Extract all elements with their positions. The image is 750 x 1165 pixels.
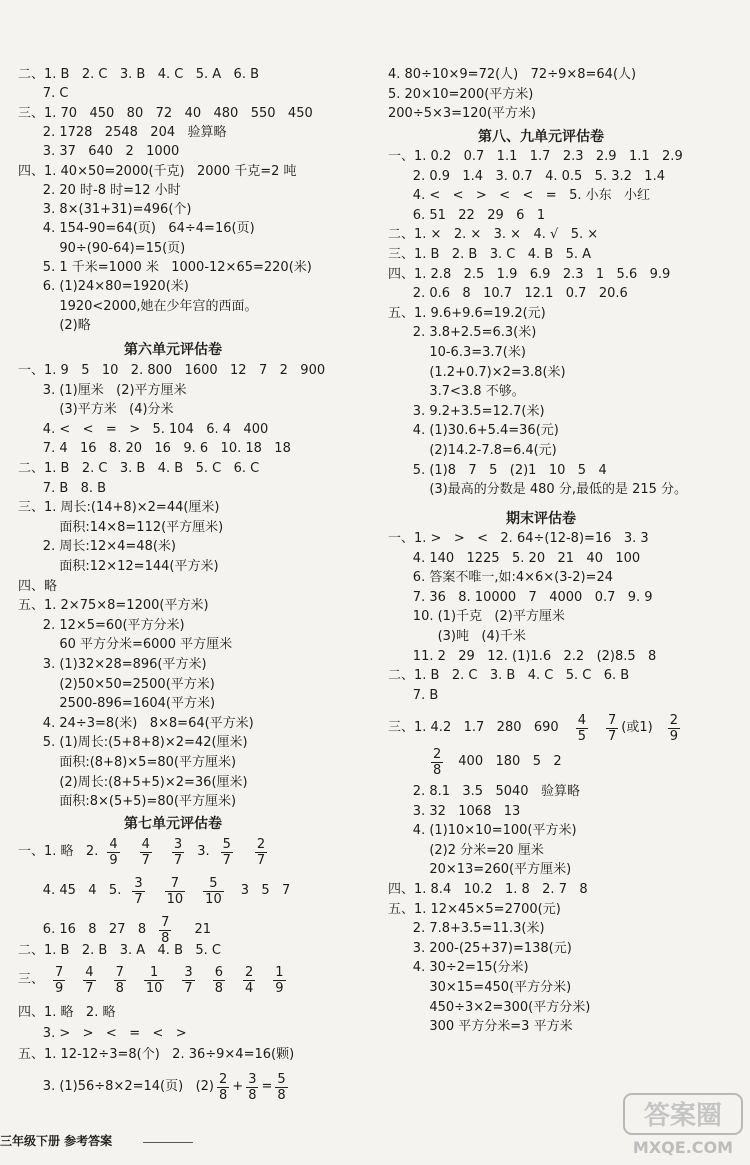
unit5-line: 1920<2000,她在少年宫的西面。: [18, 298, 258, 314]
unit5-line: 4. 154-90=64(页) 64÷4=16(页): [18, 221, 255, 237]
unit6-line: 面积:8×(5+5)=80(平方厘米): [18, 794, 237, 810]
unit7-row5: 三、 7 9 4 7 7 8 1 10 3 7 6 8 2 4 1 9: [18, 964, 284, 996]
heading-unit8-9: 第八、九单元评估卷: [478, 129, 604, 145]
unit8-9-line: 10-6.3=3.7(米): [388, 345, 526, 360]
unit5-line: 二、1. B 2. C 3. B 4. C 5. A 6. B: [18, 67, 260, 82]
final-line: 7. 36 8. 10000 7 4000 0.7 9. 9: [388, 589, 653, 605]
final-line: (3)吨 (4)千米: [388, 629, 526, 644]
unit8-9-line: 四、1. 2.8 2.5 1.9 6.9 2.3 1 5.6 9.9: [388, 266, 671, 282]
fraction: $\frac{5}{8}$: [277, 1071, 286, 1103]
unit8-9-line: 6. 51 22 29 6 1: [388, 207, 546, 223]
final-b-line: 2. 8.1 3.5 5040 验算略: [388, 784, 580, 799]
unit6-line: 60 平方分米=6000 平方厘米: [18, 637, 233, 653]
unit7-row3: 6. 16 8 27 8 7 8 21: [18, 914, 211, 946]
final-b-line: 3. 200-(25+37)=138(元): [388, 940, 572, 956]
unit8-9-line: (3)最高的分数是 480 分,最低的是 215 分。: [388, 482, 688, 498]
final-b-line: 3. 32 1068 13: [388, 803, 521, 819]
unit5-line: 四、1. 40×50=2000(千克) 2000 千克=2 吨: [18, 163, 297, 179]
unit5-line: 3. 8×(31+31)=496(个): [18, 202, 192, 218]
final-b-line: 4. (1)10×10=100(平方米): [388, 823, 577, 839]
fraction: 7 8: [115, 964, 124, 996]
continued-line: 4. 80÷10×9=72(人) 72÷9×8=64(人): [388, 67, 637, 82]
fraction: 7 7: [607, 712, 617, 744]
unit8-9-line: 5. (1)8 7 5 (2)1 10 5 4: [388, 462, 607, 478]
unit6-line: 5. (1)周长:(5+8+8)×2=42(厘米): [18, 735, 248, 751]
fraction: 5 7: [222, 836, 231, 868]
unit6-line: 二、1. B 2. C 3. B 4. B 5. C 6. C: [18, 461, 260, 476]
heading-unit7: 第七单元评估卷: [124, 816, 222, 832]
continued-line: 5. 20×10=200(平方米): [388, 86, 534, 102]
final-line: 二、1. B 2. C 3. B 4. C 5. C 6. B: [388, 668, 630, 684]
watermark-top: 答案圈: [643, 1101, 723, 1131]
watermark-bottom: MXQE.COM: [632, 1138, 734, 1157]
unit6-line: 四、略: [18, 578, 58, 594]
fraction: 6 8: [214, 964, 223, 996]
final-b-line: 30×15=450(平方分米): [388, 980, 572, 995]
unit6-line: 2500-896=1604(平方米): [18, 696, 216, 712]
final-b-line: 四、1. 8.4 10.2 1. 8 2. 7 8: [388, 882, 588, 897]
unit5-line: 3. 37 640 2 1000: [18, 144, 180, 160]
final-b-line: 450÷3×2=300(平方分米): [388, 999, 591, 1015]
unit6-line: 7. 4 16 8. 20 16 9. 6 10. 18 18: [18, 441, 291, 457]
unit6-line: (2)50×50=2500(平方米): [18, 676, 215, 692]
fraction: $\frac{3}{8}$: [248, 1071, 257, 1103]
unit7-line7: 3. > > < = < >: [18, 1026, 187, 1041]
fraction: 1 10: [145, 964, 163, 996]
unit6-line: 面积:14×8=112(平方厘米): [18, 519, 224, 535]
unit7-line4: 二、1. B 2. B 3. A 4. B 5. C: [18, 943, 221, 958]
unit6-line: 2. 12×5=60(平方分米): [18, 617, 185, 633]
fraction: 4 9: [109, 836, 118, 868]
final-b-line: 五、1. 12×45×5=2700(元): [388, 901, 561, 917]
unit6-line: 3. (1)32×28=896(平方米): [18, 657, 207, 672]
unit8-9-line: 2. 0.6 8 10.7 12.1 0.7 20.6: [388, 286, 628, 302]
final-line: 一、1. > > < 2. 64÷(12-8)=16 3. 3: [388, 531, 649, 546]
fraction: 1 9: [275, 964, 284, 996]
unit6-line: 7. B 8. B: [18, 480, 107, 496]
unit5-line: 2. 1728 2548 204 验算略: [18, 124, 227, 140]
unit6-line: 面积:12×12=144(平方米): [18, 559, 219, 574]
continued-line: 200÷5×3=120(平方米): [388, 106, 536, 121]
final-line: 7. B: [388, 687, 439, 703]
fraction: 4 5: [577, 712, 586, 744]
heading-unit6: 第六单元评估卷: [124, 342, 222, 358]
fraction: 7 8: [161, 914, 170, 946]
unit5-line: 三、1. 70 450 80 72 40 480 550 450: [18, 105, 313, 121]
final-line: 11. 2 29 12. (1)1.6 2.2 (2)8.5 8: [388, 648, 657, 664]
fraction: 2 8: [433, 746, 442, 778]
unit5-line: (2)略: [18, 317, 91, 333]
final-b-line: 4. 30÷2=15(分米): [388, 960, 529, 976]
unit6-line: 4. 24÷3=8(米) 8×8=64(平方米): [18, 715, 254, 731]
final-b-line: 300 平方分米=3 平方米: [388, 1019, 573, 1035]
final-line: 6. 答案不唯一,如:4×6×(3-2)=24: [388, 570, 613, 586]
final-b-line: 20×13=260(平方厘米): [388, 862, 572, 878]
unit7-row1: 一、1. 略 2. 4 9 4 7 3 7 3. 5 7 2 7: [18, 836, 266, 868]
unit5-line: 5. 1 千米=1000 米 1000-12×65=220(米): [18, 260, 312, 275]
unit8-9-line: 一、1. 0.2 0.7 1.1 1.7 2.3 2.9 1.1 2.9: [388, 149, 683, 164]
unit8-9-line: 3.7<3.8 不够。: [388, 384, 525, 400]
unit6-line: 4. < < = > 5. 104 6. 4 400: [18, 421, 269, 437]
unit5-line: 6. (1)24×80=1920(米): [18, 279, 189, 295]
fraction: 3 7: [134, 875, 143, 907]
unit6-line: 2. 周长:12×4=48(米): [18, 539, 176, 555]
fraction: 2 7: [256, 836, 266, 868]
unit8-9-line: 五、1. 9.6+9.6=19.2(元): [388, 305, 546, 321]
fraction: 3 7: [173, 836, 183, 868]
fraction: 7 10: [166, 875, 184, 907]
final-b-line: 2. 7.8+3.5=11.3(米): [388, 921, 545, 937]
unit8-9-line: 二、1. × 2. × 3. × 4. √ 5. ×: [388, 227, 599, 243]
unit7-line8: 五、1. 12-12÷3=8(个) 2. 36÷9×4=16(颗): [18, 1047, 295, 1062]
final-row3-1: 三、1. 4.2 1.7 280 690 4 5 7 7 (或1) 2 9: [388, 712, 678, 744]
final-line: 10. (1)千克 (2)平方厘米: [388, 609, 565, 625]
unit8-9-line: 4. < < > < < = 5. 小东 小红: [388, 188, 650, 204]
unit8-9-line: 2. 3.8+2.5=6.3(米): [388, 325, 537, 341]
unit8-9-line: 4. (1)30.6+5.4=36(元): [388, 423, 559, 439]
unit5-line: 7. C: [18, 86, 69, 102]
unit6-line: 一、1. 9 5 10 2. 800 1600 12 7 2 900: [18, 363, 326, 378]
unit6-line: 3. (1)厘米 (2)平方厘米: [18, 382, 187, 398]
unit6-line: (3)平方米 (4)分米: [18, 402, 174, 418]
unit6-line: (2)周长:(8+5+5)×2=36(厘米): [18, 774, 248, 790]
unit6-line: 三、1. 周长:(14+8)×2=44(厘米): [18, 500, 220, 516]
unit5-line: 2. 20 时-8 时=12 小时: [18, 182, 181, 198]
unit8-9-line: (2)14.2-7.8=6.4(元): [388, 443, 557, 458]
final-line: 4. 140 1225 5. 20 21 40 100: [388, 550, 641, 566]
unit7-row2: 4. 45 4 5. 3 7 7 10 5 10 3 5 7: [18, 875, 291, 907]
final-row3-1b: 2 8 400 180 5 2: [433, 746, 562, 778]
fraction: 5 10: [205, 875, 222, 907]
unit6-line: 五、1. 2×75×8=1200(平方米): [18, 598, 209, 614]
fraction: 7 9: [55, 964, 64, 996]
fraction: 3 7: [184, 964, 193, 996]
unit8-9-line: 三、1. B 2. B 3. C 4. B 5. A: [388, 247, 591, 262]
unit6-line: 面积:(8+8)×5=80(平方厘米): [18, 755, 237, 770]
unit8-9-line: 2. 0.9 1.4 3. 0.7 4. 0.5 5. 3.2 1.4: [388, 168, 665, 184]
fraction: 2 8: [219, 1071, 228, 1103]
footer-label: 三年级下册 参考答案: [0, 1134, 113, 1148]
final-b-line: (2)2 分米=20 厘米: [388, 842, 544, 858]
fraction: 4 7: [85, 964, 94, 996]
unit8-9-line: (1.2+0.7)×2=3.8(米): [388, 364, 566, 380]
fraction: 2 4: [244, 964, 254, 996]
unit5-line: 90÷(90-64)=15(页): [18, 240, 186, 256]
unit7-line6: 四、1. 略 2. 略: [18, 1005, 116, 1020]
watermark-icon: [622, 1090, 744, 1160]
unit7-row9: 3. (1)56÷8×2=14(页) (2) 2 8 + $\frac{3}{8}$ = $\frac{5}{8}$: [18, 1071, 286, 1103]
fraction: 2 9: [669, 712, 678, 744]
footer-rule: [143, 1142, 193, 1143]
heading-final: 期末评估卷: [506, 511, 576, 527]
fraction: 4 7: [141, 836, 150, 868]
watermark-logo: [622, 1090, 744, 1160]
unit8-9-line: 3. 9.2+3.5=12.7(米): [388, 403, 545, 419]
